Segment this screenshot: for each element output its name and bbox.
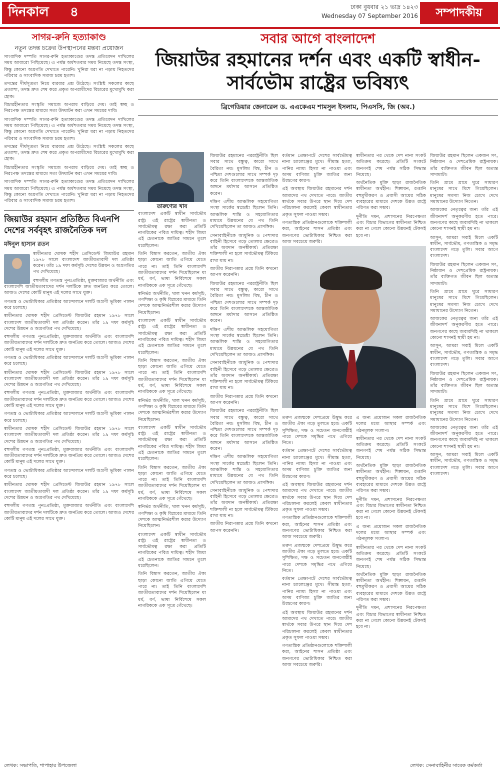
paragraph: তিনি বিশ্বাস করতেন, জাতীয় ঐক্য ছাড়া কোনো জাতি এগিয়ে যেতে পারে না। তাই তিনি বাংলাদেশি জাতীয়তাবাদের দর্শন দিয়েছিলেন যা ধর্ম, বর্ণ, ভাষা নির্বিশেষে সকল নাগরিককে এক সূত্রে গেঁথেছে। [138,358,206,396]
paragraph: বিচারহীনতার সংস্কৃতি সমাজে অপরাধ বাড়িয়ে দেয়। তাই স্বচ্ছ ও নিরপেক্ষ তদন্তের মাধ্যমে সত্য উদ্ঘাটন করা এখন সময়ের দাবি। [4,103,134,115]
paragraph: এ জন্য প্রয়োজন সকল রাজনৈতিক দলের মধ্যে আস্থার সম্পর্ক এবং গঠনমূলক সংলাপ। [356,416,426,434]
paragraph: দুর্নীতি দমন, প্রশাসনের নিরপেক্ষতা এবং বিচার বিভাগের স্বাধীনতা নিশ্চিত করা না গেলে কোনো উন্নয়নই টেকসই হবে না। [356,214,426,239]
paragraph: আসুন, আমরা সবাই মিলে একটি স্বাধীন, সার্বভৌম, গণতান্ত্রিক ও সমৃদ্ধ বাংলাদেশ গড়ে তুলি। সবার আগে বাংলাদেশ। [430,344,498,369]
paragraph: গণতান্ত্রিক প্রতিষ্ঠানগুলোকে শক্তিশালী করা, আইনের শাসন প্রতিষ্ঠা এবং জনগণের ভোটাধিকার নিশ্চিত করা আজ সবচেয়ে জরুরি। [282,220,352,245]
paragraph: জিয়াউর রহমান ছিলেন একজন সৎ, নিষ্ঠাবান ও দেশপ্রেমিক রাষ্ট্রনায়ক। তাঁর ব্যক্তিগত জীবন ছিল অত্যন্ত সাদামাটা। [430,262,498,287]
paragraph: এই অবস্থায় জিয়াউর রহমানের দর্শন আমাদের পথ দেখাতে পারে। জাতীয় স্বার্থকে সবার উপরে স্থান দিয়ে দেশ পরিচালনা করলেই কেবল স্বাধীনতার প্রকৃত সুফল পাওয়া সম্ভব। [282,482,352,514]
paragraph: স্বনির্ভর অর্থনীতি, খাল খনন কর্মসূচি, গণশিক্ষা ও কৃষি বিপ্লবের মাধ্যমে তিনি দেশকে আত্মনির্ভরশীল করার উদ্যোগ নিয়েছিলেন। [138,398,206,423]
paragraph: বহুদলীয় গণতন্ত্র পুনঃপ্রতিষ্ঠা, মুক্তবাজার অর্থনীতি এবং বাংলাদেশি জাতীয়তাবাদের দর্শন দলটিকে দ্রুত জনপ্রিয় করে তোলে। আজও দেশের কোটি মানুষ এই দলের সাথে যুক্ত। [4,504,134,522]
paragraph: সাংবাদিক দম্পতি সাগর-রুনি হত্যাকাণ্ডের তদন্ত প্রতিবেদন দাখিলের সময় আবারো পিছিয়েছে। এ পর্যন্ত অর্ধশতবার সময় নিয়েছে তদন্ত সংস্থা, কিন্তু কোনো অগ্রগতি দেখাতে পারেনি। খুনিরা ধরা না পড়ায় নিহতদের পরিবার ও সাংবাদিক সমাজ চরম হতাশ। [4,55,134,79]
paragraph: অর্থনৈতিক মুক্তি ছাড়া রাজনৈতিক স্বাধীনতা অর্থহীন। শিল্পায়ন, রপ্তানি বহুমুখীকরণ ও প্রবাসী আয়ের সঠিক ব্যবহারের মাধ্যমে দেশকে উন্নত রাষ্ট্রে পরিণত করা সম্ভব। [356,181,426,212]
paragraph: স্বাধীনতার ঘোষক শহীদ প্রেসিডেন্ট জিয়াউর রহমান ১৯৭৮ সালে বাংলাদেশ জাতীয়তাবাদী দল প্রতিষ্ঠা করেন। তাঁর ১৯ দফা কর্মসূচি দেশের উন্নয়ন ও অগ্রগতির পথ দেখিয়েছে। [4,483,134,501]
masthead [0,0,500,26]
paragraph: আজকের নেতৃত্বের জন্য তাঁর এই জীবনাদর্শ অনুকরণীয় হতে পারে। জনগণের কাছে জবাবদিহি না থাকলে কোনো শাসনই স্থায়ী হয় না। [430,425,498,450]
main-byline: ব্রিগেডিয়ার জেনারেল ড. এএকেএম শামসুল ইসলাম, পিএসসি, জি (অব.) [138,99,498,116]
paragraph: স্বাধীনতার পর থেকে দেশ নানা সংকট অতিক্রম করেছে। প্রতিটি সংকটে জনগণই শেষ পর্যন্ত সঠিক সিদ্ধান্ত নিয়েছে। [356,436,426,461]
paragraph: জিয়াউর রহমান ছিলেন একজন সৎ, নিষ্ঠাবান ও দেশপ্রেমিক রাষ্ট্রনায়ক। তাঁর ব্যক্তিগত জীবন ছিল অত্যন্ত সাদামাটা। [430,371,498,396]
column-5 [430,152,498,762]
paragraph: তিনি গ্রামে গ্রামে ঘুরে সাধারণ মানুষের সাথে মিশে গিয়েছিলেন। মানুষের সমস্যা নিজ চোখে দেখে সমাধানের উদ্যোগ নিতেন। [430,181,498,206]
paragraph: বর্তমান প্রেক্ষাপটে দেশের সার্বভৌমত্ব নানা চ্যালেঞ্জের মুখে। সীমান্ত হত্যা, পানির ন্যায্য হিস্যা না পাওয়া এবং অসম বাণিজ্য চুক্তি জাতির জন্য উদ্বেগের কারণ। [282,154,352,185]
paragraph: দক্ষিণ এশীয় আঞ্চলিক সহযোগিতা সংস্থা সার্কের স্বপ্নদ্রষ্টা ছিলেন তিনি। আঞ্চলিক শান্তি ও সহযোগিতার মাধ্যমে উন্নয়নের যে পথ তিনি দেখিয়েছিলেন তা আজও প্রাসঙ্গিক। [210,200,278,231]
newspaper-logo: দিনকাল [2,2,130,24]
paragraph: বহুদলীয় গণতন্ত্র পুনঃপ্রতিষ্ঠা, মুক্তবাজার অর্থনীতি এবং বাংলাদেশি জাতীয়তাবাদের দর্শন দলটিকে দ্রুত জনপ্রিয় করে তোলে। আজও দেশের কোটি মানুষ এই দলের সাথে যুক্ত। [4,335,134,353]
paragraph: জিয়াউর রহমানের পররাষ্ট্রনীতি ছিল সবার সাথে বন্ধুত্ব, কারো সাথে বৈরিতা নয়। মুসলিম বিশ্ব, চীন ও পশ্চিমা দেশগুলোর সাথে সম্পর্ক দৃঢ় করে তিনি বাংলাদেশকে আন্তর্জাতিক অঙ্গনে মর্যাদার আসনে প্রতিষ্ঠিত করেন। [210,154,278,197]
paragraph: গণতন্ত্র ও ভোটাধিকার প্রতিষ্ঠার আন্দোলনে দলটি অগ্রণী ভূমিকা পালন করে চলেছে। [4,355,134,368]
author-photo [138,152,204,202]
paragraph: দক্ষিণ এশীয় আঞ্চলিক সহযোগিতা সংস্থা সার্কের স্বপ্নদ্রষ্টা ছিলেন তিনি। আঞ্চলিক শান্তি ও সহযোগিতার মাধ্যমে উন্নয়নের যে পথ তিনি দেখিয়েছিলেন তা আজও প্রাসঙ্গিক। [210,455,278,486]
article-columns [138,152,498,762]
paragraph: সেনাবাহিনীকে আধুনিক ও পেশাদার বাহিনী হিসেবে গড়ে তোলার ক্ষেত্রেও তাঁর অবদান অনস্বীকার্য। প্রতিরক্ষা শক্তিশালী না হলে সার্বভৌমত্ব টিকিয়ে রাখা যায় না। [210,488,278,520]
paragraph: বহুদলীয় গণতন্ত্র পুনঃপ্রতিষ্ঠা, মুক্তবাজার অর্থনীতি এবং বাংলাদেশি জাতীয়তাবাদের দর্শন দলটিকে দ্রুত জনপ্রিয় করে তোলে। আজও দেশের কোটি মানুষ এই দলের সাথে যুক্ত। [4,278,134,297]
paragraph: আজকের নেতৃত্বের জন্য তাঁর এই জীবনাদর্শ অনুকরণীয় হতে পারে। জনগণের কাছে জবাবদিহি না থাকলে কোনো শাসনই স্থায়ী হয় না। [430,208,498,233]
paragraph: স্বাধীনতার ঘোষক শহীদ প্রেসিডেন্ট জিয়াউর রহমান ১৯৭৮ সালে বাংলাদেশ জাতীয়তাবাদী দল প্রতিষ্ঠা করেন। তাঁর ১৯ দফা কর্মসূচি দেশের উন্নয়ন ও অগ্রগতির পথ দেখিয়েছে। [4,370,134,389]
paragraph: গণতন্ত্র ও ভোটাধিকার প্রতিষ্ঠার আন্দোলনে দলটি অগ্রণী ভূমিকা পালন করে চলেছে। [4,412,134,424]
paragraph: স্বাধীনতার ঘোষক শহীদ প্রেসিডেন্ট জিয়াউর রহমান ১৯৭৮ সালে বাংলাদেশ জাতীয়তাবাদী দল প্রতিষ্ঠা করেন। তাঁর ১৯ দফা কর্মসূচি দেশের উন্নয়ন ও অগ্রগতির পথ দেখিয়েছে। [4,426,134,445]
column-3 [282,152,352,762]
date-english: Wednesday 07 September 2016 [321,13,418,20]
paragraph: বহুদলীয় গণতন্ত্র পুনঃপ্রতিষ্ঠা, মুক্তবাজার অর্থনীতি এবং বাংলাদেশি জাতীয়তাবাদের দর্শন দলটিকে দ্রুত জনপ্রিয় করে তোলে। আজও দেশের কোটি মানুষ এই দলের সাথে যুক্ত। [4,391,134,410]
author-tag: তারুণ্যের খাব [156,204,188,210]
photo-hair [320,266,382,290]
paragraph: সাংবাদিক দম্পতি সাগর-রুনি হত্যাকাণ্ডের তদন্ত প্রতিবেদন দাখিলের সময় আবারো পিছিয়েছে। এ পর্যন্ত অর্ধশতবার সময় নিয়েছে তদন্ত সংস্থা, কিন্তু কোনো অগ্রগতি দেখাতে পারেনি। খুনিরা ধরা না পড়ায় নিহতদের পরিবার ও সাংবাদিক সমাজ চরম হতাশ। [4,180,134,205]
main-footer-note: লেখক: সেনাবাহিনীর সাবেক কর্মকর্তা [410,763,483,769]
paragraph: স্বাধীনতার পর থেকে দেশ নানা সংকট অতিক্রম করেছে। প্রতিটি সংকটে জনগণই শেষ পর্যন্ত সঠিক সিদ্ধান্ত নিয়েছে। [356,545,426,570]
paragraph: বর্তমান প্রেক্ষাপটে দেশের সার্বভৌমত্ব নানা চ্যালেঞ্জের মুখে। সীমান্ত হত্যা, পানির ন্যায্য হিস্যা না পাওয়া এবং অসম বাণিজ্য চুক্তি জাতির জন্য উদ্বেগের কারণ। [282,577,352,608]
paragraph: দুর্নীতি দমন, প্রশাসনের নিরপেক্ষতা এবং বিচার বিভাগের স্বাধীনতা নিশ্চিত করা না গেলে কোনো উন্নয়নই টেকসই হবে না। [356,606,426,631]
date-block [298,3,418,21]
paragraph: এই অবস্থায় জিয়াউর রহমানের দর্শন আমাদের পথ দেখাতে পারে। জাতীয় স্বার্থকে সবার উপরে স্থান দিয়ে দেশ পরিচালনা করলেই কেবল স্বাধীনতার প্রকৃত সুফল পাওয়া সম্ভব। [282,187,352,218]
paragraph: জিয়াউর রহমানের পররাষ্ট্রনীতি ছিল সবার সাথে বন্ধুত্ব, কারো সাথে বৈরিতা নয়। মুসলিম বিশ্ব, চীন ও পশ্চিমা দেশগুলোর সাথে সম্পর্ক দৃঢ় করে তিনি বাংলাদেশকে আন্তর্জাতিক অঙ্গনে মর্যাদার আসনে প্রতিষ্ঠিত করেন। [210,281,278,325]
paragraph: অর্থনৈতিক মুক্তি ছাড়া রাজনৈতিক স্বাধীনতা অর্থহীন। শিল্পায়ন, রপ্তানি বহুমুখীকরণ ও প্রবাসী আয়ের সঠিক ব্যবহারের মাধ্যমে দেশকে উন্নত রাষ্ট্রে পরিণত করা সম্ভব। [356,572,426,604]
paragraph: অর্থনৈতিক মুক্তি ছাড়া রাজনৈতিক স্বাধীনতা অর্থহীন। শিল্পায়ন, রপ্তানি বহুমুখীকরণ ও প্রবাসী আয়ের সঠিক ব্যবহারের মাধ্যমে দেশকে উন্নত রাষ্ট্রে পরিণত করা সম্ভব। [356,464,426,495]
masthead-rule [0,27,500,29]
left-article-headline: জিয়াউর রহমান প্রতিষ্ঠিত বিএনপি দেশের সর্ববৃহৎ রাজনৈতিক দল [4,214,120,236]
paragraph: তরুণ প্রজন্মকে দেশপ্রেমে উদ্বুদ্ধ করে জাতীয় ঐক্য গড়ে তুলতে হবে। একটি সুশিক্ষিত, দক্ষ ও সচেতন জনগোষ্ঠীই পারে দেশকে সমৃদ্ধির পথে এগিয়ে নিতে। [282,543,352,574]
column-4-lower [356,414,426,632]
paragraph: বাংলাদেশ একটি স্বাধীন সার্বভৌম রাষ্ট্র। এই রাষ্ট্রের স্বাধীনতা ও সার্বভৌমত্ব রক্ষা করা প্রতিটি নাগরিকের পবিত্র দায়িত্ব। শহীদ জিয়া এই চেতনাকে জাতির সামনে তুলে ধরেছিলেন। [138,532,206,570]
main-kicker: সবার আগে বাংলাদেশ [260,32,376,47]
left-editorial-headline: সাগর-রুনি হত্যাকাণ্ড [31,33,107,43]
paragraph: আজকের নেতৃত্বের জন্য তাঁর এই জীবনাদর্শ অনুকরণীয় হতে পারে। জনগণের কাছে জবাবদিহি না থাকলে কোনো শাসনই স্থায়ী হয় না। [430,317,498,342]
paragraph: তদন্তের দীর্ঘসূত্রতা নিয়ে বারবার প্রশ্ন উঠেছে। সংশ্লিষ্ট সকলের কাছে প্রত্যাশা, তদন্ত দ্রুত শেষ করে প্রকৃত অপরাধীদের বিচারের মুখোমুখি করা হোক। [4,144,134,163]
portrait-photo [282,246,426,408]
column-2 [210,152,278,762]
paragraph: তদন্তের দীর্ঘসূত্রতা নিয়ে বারবার প্রশ্ন উঠেছে। সংশ্লিষ্ট সকলের কাছে প্রত্যাশা, তদন্ত দ্রুত শেষ করে প্রকৃত অপরাধীদের বিচারের মুখোমুখি করা হোক। [4,82,134,100]
paragraph: স্বাধীনতার ঘোষক শহীদ প্রেসিডেন্ট জিয়াউর রহমান ১৯৭৮ সালে বাংলাদেশ জাতীয়তাবাদী দল প্রতিষ্ঠা করেন। তাঁর ১৯ দফা কর্মসূচি দেশের উন্নয়ন ও অগ্রগতির পথ দেখিয়েছে। [33,251,134,276]
date-bangla: ঢাকা বুধবার ২১ ভাদ্র ১৪২৩ [350,4,418,11]
paragraph: স্বনির্ভর অর্থনীতি, খাল খনন কর্মসূচি, গণশিক্ষা ও কৃষি বিপ্লবের মাধ্যমে তিনি দেশকে আত্মনির্ভরশীল করার উদ্যোগ নিয়েছিলেন। [138,505,206,530]
paragraph: তিনি বিশ্বাস করতেন, জাতীয় ঐক্য ছাড়া কোনো জাতি এগিয়ে যেতে পারে না। তাই তিনি বাংলাদেশি জাতীয়তাবাদের দর্শন দিয়েছিলেন যা ধর্ম, বর্ণ, ভাষা নির্বিশেষে সকল নাগরিককে এক সূত্রে গেঁথেছে। [138,572,206,609]
left-column [4,32,134,762]
paragraph: দক্ষিণ এশীয় আঞ্চলিক সহযোগিতা সংস্থা সার্কের স্বপ্নদ্রষ্টা ছিলেন তিনি। আঞ্চলিক শান্তি ও সহযোগিতার মাধ্যমে উন্নয়নের যে পথ তিনি দেখিয়েছিলেন তা আজও প্রাসঙ্গিক। [210,327,278,358]
paragraph: জাতীয় নিরাপত্তার প্রশ্নে তিনি কখনো আপস করেননি। [210,522,278,534]
main-article [138,32,498,762]
column-1 [138,152,206,762]
author-photo [4,254,30,284]
paragraph: সেনাবাহিনীকে আধুনিক ও পেশাদার বাহিনী হিসেবে গড়ে তোলার ক্ষেত্রেও তাঁর অবদান অনস্বীকার্য। প্রতিরক্ষা শক্তিশালী না হলে সার্বভৌমত্ব টিকিয়ে রাখা যায় না। [210,361,278,392]
left-editorial-body [4,55,134,206]
paragraph: এ জন্য প্রয়োজন সকল রাজনৈতিক দলের মধ্যে আস্থার সম্পর্ক এবং গঠনমূলক সংলাপ। [356,524,426,543]
paragraph: বর্তমান প্রেক্ষাপটে দেশের সার্বভৌমত্ব নানা চ্যালেঞ্জের মুখে। সীমান্ত হত্যা, পানির ন্যায্য হিস্যা না পাওয়া এবং অসম বাণিজ্য চুক্তি জাতির জন্য উদ্বেগের কারণ। [282,449,352,480]
paragraph: জাতীয় নিরাপত্তার প্রশ্নে তিনি কখনো আপস করেননি। [210,394,278,406]
paragraph: গণতান্ত্রিক প্রতিষ্ঠানগুলোকে শক্তিশালী করা, আইনের শাসন প্রতিষ্ঠা এবং জনগণের ভোটাধিকার নিশ্চিত করা আজ সবচেয়ে জরুরি। [282,516,352,541]
paragraph: তিনি গ্রামে গ্রামে ঘুরে সাধারণ মানুষের সাথে মিশে গিয়েছিলেন। মানুষের সমস্যা নিজ চোখে দেখে সমাধানের উদ্যোগ নিতেন। [430,398,498,423]
divider [4,210,134,211]
left-article-body [4,252,134,524]
paragraph: জাতীয় নিরাপত্তার প্রশ্নে তিনি কখনো আপস করেননি। [210,267,278,279]
paragraph: স্বাধীনতার পর থেকে দেশ নানা সংকট অতিক্রম করেছে। প্রতিটি সংকটে জনগণই শেষ পর্যন্ত সঠিক সিদ্ধান্ত নিয়েছে। [356,154,426,178]
column-3-lower [282,414,352,669]
paragraph: গণতান্ত্রিক প্রতিষ্ঠানগুলোকে শক্তিশালী করা, আইনের শাসন প্রতিষ্ঠা এবং জনগণের ভোটাধিকার নিশ্চিত করা আজ সবচেয়ে জরুরি। [282,644,352,668]
paragraph: গণতন্ত্র ও ভোটাধিকার প্রতিষ্ঠার আন্দোলনে দলটি অগ্রণী ভূমিকা পালন করে চলেছে। [4,468,134,481]
paragraph: বাংলাদেশ একটি স্বাধীন সার্বভৌম রাষ্ট্র। এই রাষ্ট্রের স্বাধীনতা ও সার্বভৌমত্ব রক্ষা করা প্রতিটি নাগরিকের পবিত্র দায়িত্ব। শহীদ জিয়া এই চেতনাকে জাতির সামনে তুলে ধরেছিলেন। [138,319,206,356]
paragraph: গণতন্ত্র ও ভোটাধিকার প্রতিষ্ঠার আন্দোলনে দলটি অগ্রণী ভূমিকা পালন করে চলেছে। [4,299,134,311]
column-4 [356,152,426,762]
paragraph: বাংলাদেশ একটি স্বাধীন সার্বভৌম রাষ্ট্র। এই রাষ্ট্রের স্বাধীনতা ও সার্বভৌমত্ব রক্ষা করা প্রতিটি নাগরিকের পবিত্র দায়িত্ব। শহীদ জিয়া এই চেতনাকে জাতির সামনে তুলে ধরেছিলেন। [138,425,206,463]
page-number: ৪ [70,5,79,20]
paragraph: বিচারহীনতার সংস্কৃতি সমাজে অপরাধ বাড়িয়ে দেয়। তাই স্বচ্ছ ও নিরপেক্ষ তদন্তের মাধ্যমে সত্য উদ্ঘাটন করা এখন সময়ের দাবি। [4,165,134,178]
paragraph: স্বনির্ভর অর্থনীতি, খাল খনন কর্মসূচি, গণশিক্ষা ও কৃষি বিপ্লবের মাধ্যমে তিনি দেশকে আত্মনির্ভরশীল করার উদ্যোগ নিয়েছিলেন। [138,291,206,316]
paragraph: তিনি বিশ্বাস করতেন, জাতীয় ঐক্য ছাড়া কোনো জাতি এগিয়ে যেতে পারে না। তাই তিনি বাংলাদেশি জাতীয়তাবাদের দর্শন দিয়েছিলেন যা ধর্ম, বর্ণ, ভাষা নির্বিশেষে সকল নাগরিককে এক সূত্রে গেঁথেছে। [138,252,206,289]
paragraph: এই অবস্থায় জিয়াউর রহমানের দর্শন আমাদের পথ দেখাতে পারে। জাতীয় স্বার্থকে সবার উপরে স্থান দিয়ে দেশ পরিচালনা করলেই কেবল স্বাধীনতার প্রকৃত সুফল পাওয়া সম্ভব। [282,610,352,641]
left-article-author: মঈনুল হাসান রতন [4,240,50,248]
section-title: সম্পাদকীয় [420,2,498,24]
paragraph: জিয়াউর রহমান ছিলেন একজন সৎ, নিষ্ঠাবান ও দেশপ্রেমিক রাষ্ট্রনায়ক। তাঁর ব্যক্তিগত জীবন ছিল অত্যন্ত সাদামাটা। [430,154,498,178]
main-headline: জিয়াউর রহমানের দর্শন এবং একটি স্বাধীন-সার্বভৌম রাষ্ট্রের ভবিষ্যৎ [155,49,481,94]
left-footer-note: লেখক: সভাপতি, শাপাহার উপজেলা [4,763,77,769]
paragraph: তিনি বিশ্বাস করতেন, জাতীয় ঐক্য ছাড়া কোনো জাতি এগিয়ে যেতে পারে না। তাই তিনি বাংলাদেশি জাতীয়তাবাদের দর্শন দিয়েছিলেন যা ধর্ম, বর্ণ, ভাষা নির্বিশেষে সকল নাগরিককে এক সূত্রে গেঁথেছে। [138,465,206,503]
paragraph: দুর্নীতি দমন, প্রশাসনের নিরপেক্ষতা এবং বিচার বিভাগের স্বাধীনতা নিশ্চিত করা না গেলে কোনো উন্নয়নই টেকসই হবে না। [356,497,426,522]
paragraph: স্বাধীনতার ঘোষক শহীদ প্রেসিডেন্ট জিয়াউর রহমান ১৯৭৮ সালে বাংলাদেশ জাতীয়তাবাদী দল প্রতিষ্ঠা করেন। তাঁর ১৯ দফা কর্মসূচি দেশের উন্নয়ন ও অগ্রগতির পথ দেখিয়েছে। [4,314,134,332]
paragraph: তরুণ প্রজন্মকে দেশপ্রেমে উদ্বুদ্ধ করে জাতীয় ঐক্য গড়ে তুলতে হবে। একটি সুশিক্ষিত, দক্ষ ও সচেতন জনগোষ্ঠীই পারে দেশকে সমৃদ্ধির পথে এগিয়ে নিতে। [282,416,352,447]
paragraph: বাংলাদেশ একটি স্বাধীন সার্বভৌম রাষ্ট্র। এই রাষ্ট্রের স্বাধীনতা ও সার্বভৌমত্ব রক্ষা করা প্রতিটি নাগরিকের পবিত্র দায়িত্ব। শহীদ জিয়া এই চেতনাকে জাতির সামনে তুলে ধরেছিলেন। [138,212,206,249]
paragraph: সেনাবাহিনীকে আধুনিক ও পেশাদার বাহিনী হিসেবে গড়ে তোলার ক্ষেত্রেও তাঁর অবদান অনস্বীকার্য। প্রতিরক্ষা শক্তিশালী না হলে সার্বভৌমত্ব টিকিয়ে রাখা যায় না। [210,233,278,264]
paragraph: আসুন, আমরা সবাই মিলে একটি স্বাধীন, সার্বভৌম, গণতান্ত্রিক ও সমৃদ্ধ বাংলাদেশ গড়ে তুলি। সবার আগে বাংলাদেশ। [430,453,498,477]
paragraph: জিয়াউর রহমানের পররাষ্ট্রনীতি ছিল সবার সাথে বন্ধুত্ব, কারো সাথে বৈরিতা নয়। মুসলিম বিশ্ব, চীন ও পশ্চিমা দেশগুলোর সাথে সম্পর্ক দৃঢ় করে তিনি বাংলাদেশকে আন্তর্জাতিক অঙ্গনে মর্যাদার আসনে প্রতিষ্ঠিত করেন। [210,409,278,453]
paragraph: বহুদলীয় গণতন্ত্র পুনঃপ্রতিষ্ঠা, মুক্তবাজার অর্থনীতি এবং বাংলাদেশি জাতীয়তাবাদের দর্শন দলটিকে দ্রুত জনপ্রিয় করে তোলে। আজও দেশের কোটি মানুষ এই দলের সাথে যুক্ত। [4,447,134,466]
left-editorial-subhead: নতুন তদন্ত চক্রের উপস্থাপনের মন্তব্য প্রয়োজন [14,45,124,52]
paragraph: তিনি গ্রামে গ্রামে ঘুরে সাধারণ মানুষের সাথে মিশে গিয়েছিলেন। মানুষের সমস্যা নিজ চোখে দেখে সমাধানের উদ্যোগ নিতেন। [430,289,498,314]
paragraph: আসুন, আমরা সবাই মিলে একটি স্বাধীন, সার্বভৌম, গণতান্ত্রিক ও সমৃদ্ধ বাংলাদেশ গড়ে তুলি। সবার আগে বাংলাদেশ। [430,235,498,260]
paragraph: সাংবাদিক দম্পতি সাগর-রুনি হত্যাকাণ্ডের তদন্ত প্রতিবেদন দাখিলের সময় আবারো পিছিয়েছে। এ পর্যন্ত অর্ধশতবার সময় নিয়েছে তদন্ত সংস্থা, কিন্তু কোনো অগ্রগতি দেখাতে পারেনি। খুনিরা ধরা না পড়ায় নিহতদের পরিবার ও সাংবাদিক সমাজ চরম হতাশ। [4,117,134,142]
